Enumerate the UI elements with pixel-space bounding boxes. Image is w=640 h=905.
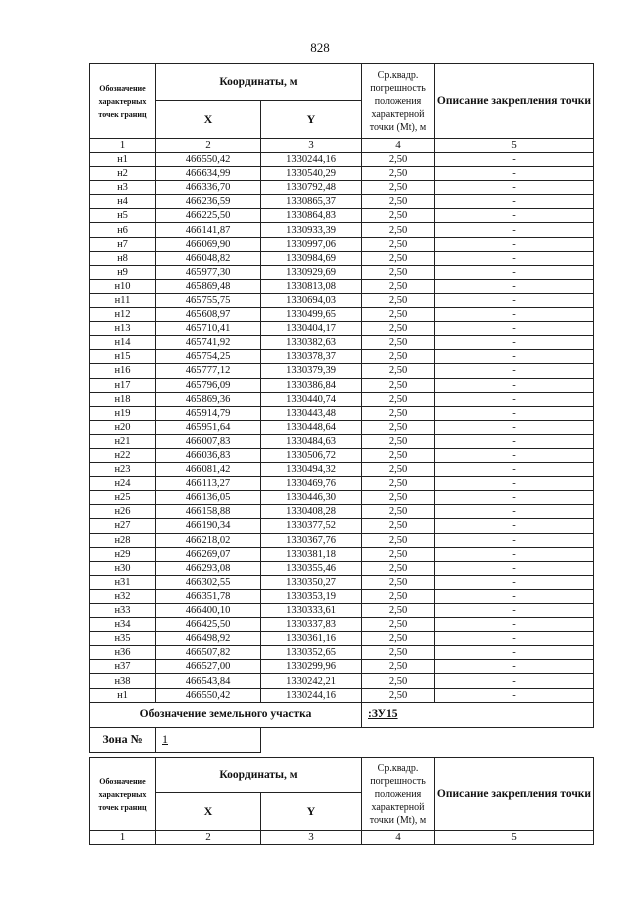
y-value: 1330864,83 (261, 209, 362, 223)
point-id: н38 (90, 674, 156, 688)
description-value: - (435, 575, 594, 589)
description-value: - (435, 420, 594, 434)
description-value: - (435, 561, 594, 575)
table-row (90, 350, 594, 364)
zone-label: Зона № (90, 727, 156, 752)
x-value: 466036,83 (156, 448, 261, 462)
header-row (90, 64, 594, 101)
description-value: - (435, 378, 594, 392)
y-value: 1330333,61 (261, 604, 362, 618)
table-row (90, 674, 594, 688)
table-row (90, 434, 594, 448)
description-value: - (435, 336, 594, 350)
x-value: 466225,50 (156, 209, 261, 223)
table-row (90, 491, 594, 505)
x-value: 466400,10 (156, 604, 261, 618)
table-row (90, 378, 594, 392)
error-value: 2,50 (362, 618, 435, 632)
table-row (90, 604, 594, 618)
description-value: - (435, 434, 594, 448)
y-value: 1330792,48 (261, 181, 362, 195)
table-row (90, 237, 594, 251)
description-value: - (435, 308, 594, 322)
point-id: н23 (90, 463, 156, 477)
x-value: 465755,75 (156, 293, 261, 307)
error-value: 2,50 (362, 575, 435, 589)
x-value: 466081,42 (156, 463, 261, 477)
y-value: 1330408,28 (261, 505, 362, 519)
y-value: 1330484,63 (261, 434, 362, 448)
error-value: 2,50 (362, 336, 435, 350)
table-row (90, 632, 594, 646)
description-value: - (435, 660, 594, 674)
description-value: - (435, 589, 594, 603)
error-value: 2,50 (362, 350, 435, 364)
x-value: 466141,87 (156, 223, 261, 237)
x-value: 466218,02 (156, 533, 261, 547)
description-value: - (435, 265, 594, 279)
point-id: н13 (90, 322, 156, 336)
description-value: - (435, 519, 594, 533)
column-number: 2 (156, 831, 261, 845)
header-row (90, 758, 594, 793)
x-value: 465796,09 (156, 378, 261, 392)
y-value: 1330377,52 (261, 519, 362, 533)
x-value: 466113,27 (156, 477, 261, 491)
column-number-row (90, 831, 594, 845)
point-id: н21 (90, 434, 156, 448)
point-id: н11 (90, 293, 156, 307)
table-row (90, 308, 594, 322)
error-value: 2,50 (362, 448, 435, 462)
y-value: 1330244,16 (261, 153, 362, 167)
table-row (90, 265, 594, 279)
x-value: 466007,83 (156, 434, 261, 448)
point-id: н31 (90, 575, 156, 589)
table-row (90, 519, 594, 533)
column-number: 3 (261, 831, 362, 845)
error-value: 2,50 (362, 420, 435, 434)
x-value: 466527,00 (156, 660, 261, 674)
error-header: Ср.квадр. погрешность положения характерной точки (Мt), м (362, 758, 435, 831)
error-value: 2,50 (362, 153, 435, 167)
x-value: 465777,12 (156, 364, 261, 378)
description-value: - (435, 547, 594, 561)
y-value: 1330540,29 (261, 167, 362, 181)
description-value: - (435, 604, 594, 618)
x-header: X (156, 793, 261, 831)
error-value: 2,50 (362, 646, 435, 660)
point-id: н27 (90, 519, 156, 533)
x-value: 466336,70 (156, 181, 261, 195)
y-value: 1330440,74 (261, 392, 362, 406)
column-number: 5 (435, 139, 594, 153)
x-value: 466302,55 (156, 575, 261, 589)
y-value: 1330353,19 (261, 589, 362, 603)
y-value: 1330378,37 (261, 350, 362, 364)
error-value: 2,50 (362, 322, 435, 336)
point-id: н10 (90, 279, 156, 293)
description-value: - (435, 209, 594, 223)
coordinates-header: Координаты, м (156, 64, 362, 101)
error-value: 2,50 (362, 251, 435, 265)
point-id: н1 (90, 688, 156, 702)
description-value: - (435, 293, 594, 307)
x-value: 465741,92 (156, 336, 261, 350)
x-value: 465754,25 (156, 350, 261, 364)
table-row (90, 575, 594, 589)
y-header: Y (261, 101, 362, 139)
designation-header: Обозначение характерных точек границ (90, 64, 156, 139)
error-value: 2,50 (362, 589, 435, 603)
y-value: 1330352,65 (261, 646, 362, 660)
x-value: 465977,30 (156, 265, 261, 279)
x-value: 466158,88 (156, 505, 261, 519)
y-value: 1330506,72 (261, 448, 362, 462)
error-value: 2,50 (362, 561, 435, 575)
x-value: 466069,90 (156, 237, 261, 251)
error-value: 2,50 (362, 632, 435, 646)
error-value: 2,50 (362, 547, 435, 561)
column-number: 3 (261, 139, 362, 153)
description-value: - (435, 237, 594, 251)
table-row (90, 589, 594, 603)
point-id: н14 (90, 336, 156, 350)
table-row (90, 181, 594, 195)
column-number: 4 (362, 139, 435, 153)
description-value: - (435, 477, 594, 491)
point-id: н29 (90, 547, 156, 561)
error-value: 2,50 (362, 181, 435, 195)
x-value: 466269,07 (156, 547, 261, 561)
table-row (90, 322, 594, 336)
description-value: - (435, 646, 594, 660)
error-value: 2,50 (362, 688, 435, 702)
zone-blank (261, 727, 594, 752)
x-value: 465710,41 (156, 322, 261, 336)
point-id: н24 (90, 477, 156, 491)
parcel-value: :ЗУ15 (362, 702, 594, 727)
point-id: н35 (90, 632, 156, 646)
table-row (90, 547, 594, 561)
y-value: 1330694,03 (261, 293, 362, 307)
error-value: 2,50 (362, 604, 435, 618)
table-row (90, 505, 594, 519)
parcel-label: Обозначение земельного участка (90, 702, 362, 727)
x-value: 466425,50 (156, 618, 261, 632)
description-value: - (435, 279, 594, 293)
y-value: 1330984,69 (261, 251, 362, 265)
zone-value: 1 (156, 727, 261, 752)
y-value: 1330386,84 (261, 378, 362, 392)
page-number: 828 (310, 40, 330, 55)
y-value: 1330381,18 (261, 547, 362, 561)
error-value: 2,50 (362, 406, 435, 420)
y-value: 1330299,96 (261, 660, 362, 674)
point-id: н1 (90, 153, 156, 167)
error-value: 2,50 (362, 195, 435, 209)
table-row (90, 618, 594, 632)
point-id: н17 (90, 378, 156, 392)
description-value: - (435, 505, 594, 519)
column-number: 1 (90, 139, 156, 153)
description-value: - (435, 322, 594, 336)
column-number: 1 (90, 831, 156, 845)
description-value: - (435, 618, 594, 632)
point-id: н37 (90, 660, 156, 674)
point-id: н12 (90, 308, 156, 322)
table-row (90, 477, 594, 491)
description-value: - (435, 350, 594, 364)
x-value: 466550,42 (156, 153, 261, 167)
point-id: н32 (90, 589, 156, 603)
table-row (90, 167, 594, 181)
error-value: 2,50 (362, 209, 435, 223)
point-id: н26 (90, 505, 156, 519)
column-number: 4 (362, 831, 435, 845)
y-value: 1330813,08 (261, 279, 362, 293)
y-value: 1330379,39 (261, 364, 362, 378)
error-value: 2,50 (362, 167, 435, 181)
table-row (90, 420, 594, 434)
y-value: 1330355,46 (261, 561, 362, 575)
error-value: 2,50 (362, 223, 435, 237)
table-row (90, 406, 594, 420)
x-value: 466507,82 (156, 646, 261, 660)
y-value: 1330448,64 (261, 420, 362, 434)
y-value: 1330244,16 (261, 688, 362, 702)
table-row (90, 153, 594, 167)
y-header: Y (261, 793, 362, 831)
column-number: 5 (435, 831, 594, 845)
description-value: - (435, 688, 594, 702)
y-value: 1330443,48 (261, 406, 362, 420)
table-row (90, 561, 594, 575)
table-row (90, 448, 594, 462)
y-value: 1330499,65 (261, 308, 362, 322)
description-value: - (435, 251, 594, 265)
description-value: - (435, 181, 594, 195)
x-value: 466634,99 (156, 167, 261, 181)
y-value: 1330997,06 (261, 237, 362, 251)
error-value: 2,50 (362, 505, 435, 519)
coordinates-table-zone-1 (89, 757, 594, 845)
y-value: 1330382,63 (261, 336, 362, 350)
table-row (90, 223, 594, 237)
point-id: н34 (90, 618, 156, 632)
table-row (90, 688, 594, 702)
x-value: 465951,64 (156, 420, 261, 434)
description-value: - (435, 448, 594, 462)
error-value: 2,50 (362, 660, 435, 674)
error-value: 2,50 (362, 519, 435, 533)
point-id: н18 (90, 392, 156, 406)
x-value: 465869,48 (156, 279, 261, 293)
point-id: н19 (90, 406, 156, 420)
zone-row (90, 727, 594, 752)
table-row (90, 660, 594, 674)
x-value: 466136,05 (156, 491, 261, 505)
y-value: 1330361,16 (261, 632, 362, 646)
description-value: - (435, 153, 594, 167)
y-value: 1330494,32 (261, 463, 362, 477)
point-id: н15 (90, 350, 156, 364)
table-row (90, 463, 594, 477)
error-value: 2,50 (362, 477, 435, 491)
y-value: 1330865,37 (261, 195, 362, 209)
error-value: 2,50 (362, 533, 435, 547)
point-id: н8 (90, 251, 156, 265)
table-row (90, 251, 594, 265)
point-id: н36 (90, 646, 156, 660)
description-value: - (435, 674, 594, 688)
description-value: - (435, 463, 594, 477)
y-value: 1330404,17 (261, 322, 362, 336)
description-value: - (435, 364, 594, 378)
y-value: 1330446,30 (261, 491, 362, 505)
x-value: 465869,36 (156, 392, 261, 406)
error-value: 2,50 (362, 434, 435, 448)
x-value: 466351,78 (156, 589, 261, 603)
x-header: X (156, 101, 261, 139)
table-row (90, 364, 594, 378)
table-row (90, 533, 594, 547)
description-value: - (435, 195, 594, 209)
coordinates-table (89, 63, 594, 753)
x-value: 466048,82 (156, 251, 261, 265)
y-value: 1330350,27 (261, 575, 362, 589)
y-value: 1330469,76 (261, 477, 362, 491)
error-value: 2,50 (362, 265, 435, 279)
error-value: 2,50 (362, 279, 435, 293)
point-id: н16 (90, 364, 156, 378)
point-id: н9 (90, 265, 156, 279)
y-value: 1330242,21 (261, 674, 362, 688)
error-value: 2,50 (362, 491, 435, 505)
point-id: н6 (90, 223, 156, 237)
x-value: 466543,84 (156, 674, 261, 688)
x-value: 466190,34 (156, 519, 261, 533)
description-value: - (435, 223, 594, 237)
error-value: 2,50 (362, 293, 435, 307)
table-row (90, 392, 594, 406)
point-id: н4 (90, 195, 156, 209)
error-value: 2,50 (362, 463, 435, 477)
table-row (90, 646, 594, 660)
error-value: 2,50 (362, 392, 435, 406)
coordinates-body (90, 153, 594, 703)
table-row (90, 293, 594, 307)
point-id: н3 (90, 181, 156, 195)
description-value: - (435, 167, 594, 181)
point-id: н33 (90, 604, 156, 618)
description-header: Описание закрепления точки (435, 64, 594, 139)
y-value: 1330367,76 (261, 533, 362, 547)
description-header: Описание закрепления точки (435, 758, 594, 831)
point-id: н25 (90, 491, 156, 505)
table-row (90, 336, 594, 350)
y-value: 1330337,83 (261, 618, 362, 632)
x-value: 466498,92 (156, 632, 261, 646)
x-value: 465914,79 (156, 406, 261, 420)
y-value: 1330929,69 (261, 265, 362, 279)
table-row (90, 279, 594, 293)
point-id: н20 (90, 420, 156, 434)
description-value: - (435, 632, 594, 646)
point-id: н5 (90, 209, 156, 223)
column-number: 2 (156, 139, 261, 153)
table-row (90, 195, 594, 209)
x-value: 466236,59 (156, 195, 261, 209)
description-value: - (435, 533, 594, 547)
x-value: 466550,42 (156, 688, 261, 702)
error-header: Ср.квадр. погрешность положения характерной точки (Мt), м (362, 64, 435, 139)
x-value: 466293,08 (156, 561, 261, 575)
description-value: - (435, 392, 594, 406)
description-value: - (435, 491, 594, 505)
parcel-row (90, 702, 594, 727)
error-value: 2,50 (362, 308, 435, 322)
column-number-row (90, 139, 594, 153)
point-id: н2 (90, 167, 156, 181)
error-value: 2,50 (362, 364, 435, 378)
error-value: 2,50 (362, 378, 435, 392)
x-value: 465608,97 (156, 308, 261, 322)
point-id: н22 (90, 448, 156, 462)
designation-header: Обозначение характерных точек границ (90, 758, 156, 831)
point-id: н7 (90, 237, 156, 251)
error-value: 2,50 (362, 237, 435, 251)
coordinates-header: Координаты, м (156, 758, 362, 793)
table-row (90, 209, 594, 223)
description-value: - (435, 406, 594, 420)
y-value: 1330933,39 (261, 223, 362, 237)
point-id: н30 (90, 561, 156, 575)
error-value: 2,50 (362, 674, 435, 688)
point-id: н28 (90, 533, 156, 547)
